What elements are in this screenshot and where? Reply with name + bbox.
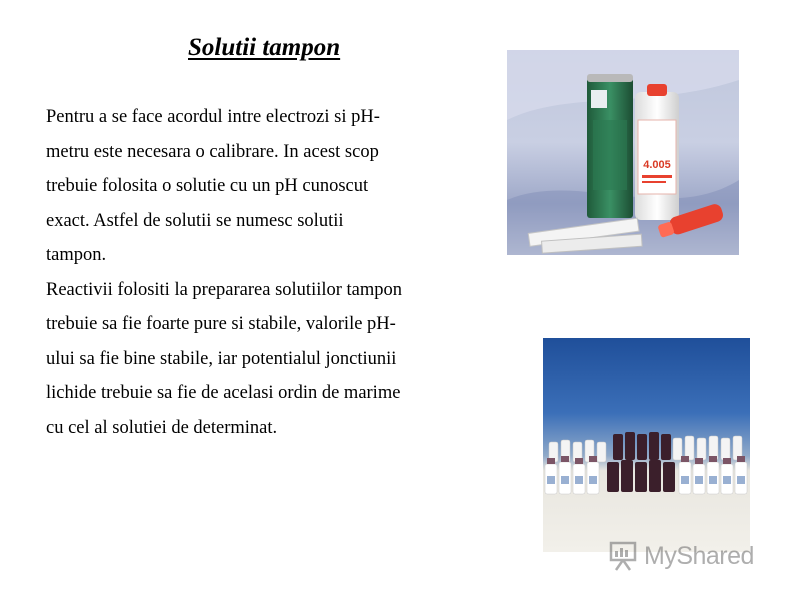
text-line: exact. Astfel de solutii se numesc solutii: [46, 210, 344, 231]
watermark: [606, 536, 776, 576]
text-line: trebuie folosita o solutie cu un pH cunoscut: [46, 176, 369, 196]
text-line: cu cel al solutiei de determinat.: [46, 417, 278, 438]
watermark-text: MyShared: [644, 541, 754, 570]
text-line: metru este necesara o calibrare. In acest scop: [46, 141, 379, 162]
reagent-bottles-photo: [543, 338, 750, 552]
buffer-solution-products-photo: [507, 50, 739, 255]
text-line: Reactivii folositi la prepararea solutiilor tampon: [46, 279, 403, 300]
text-line: trebuie sa fie foarte pure si stabile, valorile pH-: [46, 314, 396, 334]
text-line: lichide trebuie sa fie de acelasi ordin de marime: [46, 383, 401, 403]
bottle-label-value: 4.005: [643, 159, 671, 171]
page-title: Solutii tampon: [188, 34, 341, 61]
text-line: ului sa fie bine stabile, iar potentialul jonctiunii: [46, 348, 397, 369]
text-line: Pentru a se face acordul intre electrozi si pH-: [46, 107, 380, 127]
text-line: tampon.: [46, 245, 107, 265]
presentation-board-icon: [606, 539, 640, 573]
body-text: [46, 100, 486, 445]
